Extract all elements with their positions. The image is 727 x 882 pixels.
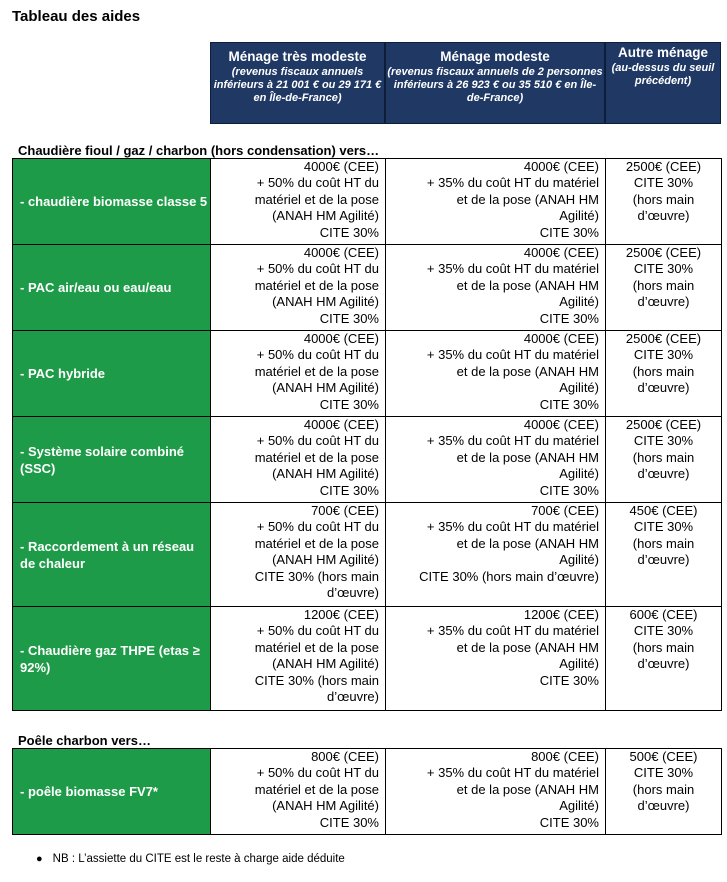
aid-cell-line: (hors main — [632, 363, 695, 379]
aid-cell-line: Agilité) — [559, 656, 599, 672]
aid-cell-line: CITE 30% — [633, 623, 694, 639]
aid-cell-col3 — [606, 245, 722, 331]
aid-cell-line: matériel et de la pose — [254, 363, 379, 379]
header-very-modest — [210, 42, 385, 124]
aid-cell-line: 2500€ (CEE) — [625, 331, 702, 346]
aid-cell-line: Agilité) — [559, 798, 599, 814]
aid-cell-line: (ANAH HM Agilité) — [272, 294, 379, 310]
aid-cell-line: 700€ (CEE) — [531, 503, 599, 518]
aid-cell-line: 2500€ (CEE) — [625, 159, 702, 174]
aid-cell-line: + 35% du coût HT du matériel — [426, 623, 599, 639]
aid-cell-line: + 50% du coût HT du — [256, 765, 379, 781]
aid-cell-line: 4000€ (CEE) — [523, 245, 599, 260]
aid-cell-line: CITE 30% — [319, 814, 379, 830]
table-row — [13, 159, 722, 245]
table-row — [13, 503, 722, 607]
aid-cell-line: d’œuvre) — [326, 585, 379, 601]
aid-cell-line: matériel et de la pose — [254, 781, 379, 797]
aid-cell-line: CITE 30% — [319, 224, 379, 240]
aid-cell-line: 800€ (CEE) — [531, 749, 599, 764]
aid-cell-col2 — [386, 159, 606, 245]
header-other — [605, 42, 721, 124]
aid-cell-line: CITE 30% — [539, 396, 599, 412]
aid-cell-line: 500€ (CEE) — [629, 749, 698, 764]
aid-cell-line: d’œuvre) — [637, 208, 690, 224]
aid-cell-line: (hors main — [632, 639, 695, 655]
table-row — [13, 749, 722, 835]
aid-cell-line: (hors main — [632, 277, 695, 293]
row-label: - Raccordement à un réseau de chaleur — [13, 503, 211, 607]
row-label: - PAC air/eau ou eau/eau — [13, 245, 211, 331]
aid-cell-line: d’œuvre) — [637, 380, 690, 396]
aid-cell-line: 4000€ (CEE) — [523, 159, 599, 174]
aid-cell-line: (ANAH HM Agilité) — [272, 552, 379, 568]
aid-cell-line: d’œuvre) — [637, 656, 690, 672]
aid-cell-line: + 50% du coût HT du — [256, 623, 379, 639]
aid-cell-col2 — [386, 503, 606, 607]
aid-cell-line: 800€ (CEE) — [311, 749, 379, 764]
aid-cell-line: d’œuvre) — [637, 466, 690, 482]
aid-cell-line: CITE 30% — [539, 814, 599, 830]
aid-cell-line: 4000€ (CEE) — [303, 245, 379, 260]
aid-cell-line: 4000€ (CEE) — [523, 417, 599, 432]
aid-cell-line: CITE 30% — [319, 310, 379, 326]
aid-cell-line: CITE 30% — [319, 396, 379, 412]
aid-cell-line: + 35% du coût HT du matériel — [426, 519, 599, 535]
aid-cell-line: + 50% du coût HT du — [256, 175, 379, 191]
aid-cell-line: matériel et de la pose — [254, 191, 379, 207]
aid-cell-line: et de la pose (ANAH HM — [456, 277, 599, 293]
header-modest — [385, 42, 605, 124]
aid-cell-line: (hors main — [632, 781, 695, 797]
row-label: - chaudière biomasse classe 5 — [13, 159, 211, 245]
aid-cell-line: d’œuvre) — [637, 294, 690, 310]
aid-cell-line: Agilité) — [559, 552, 599, 568]
aid-cell-line: d’œuvre) — [326, 689, 379, 705]
aid-cell-line: matériel et de la pose — [254, 639, 379, 655]
aid-cell-line: (ANAH HM Agilité) — [272, 798, 379, 814]
aid-cell-line: matériel et de la pose — [254, 449, 379, 465]
aid-cell-col1 — [211, 503, 386, 607]
aid-cell-line: CITE 30% (hors main — [254, 672, 379, 688]
aid-cell-line: (hors main — [632, 535, 695, 551]
table-row — [13, 607, 722, 711]
header-very-modest-subtitle: (revenus fiscaux annuels inférieurs à 21 001 € ou 29 171 € en Île-de-France) — [213, 66, 382, 104]
aid-cell-line: 2500€ (CEE) — [625, 417, 702, 432]
aid-cell-line: et de la pose (ANAH HM — [456, 191, 599, 207]
aid-cell-line: (ANAH HM Agilité) — [272, 208, 379, 224]
header-modest-title: Ménage modeste — [440, 49, 550, 64]
bullet-icon: ● — [36, 853, 43, 865]
aid-cell-col3 — [606, 749, 722, 835]
aid-cell-line: Agilité) — [559, 294, 599, 310]
aid-cell-line: + 50% du coût HT du — [256, 519, 379, 535]
aid-cell-col1 — [211, 159, 386, 245]
aid-cell-line: CITE 30% (hors main — [254, 568, 379, 584]
aid-cell-line: et de la pose (ANAH HM — [456, 363, 599, 379]
section-title-coal-stove: Poêle charbon vers… — [18, 733, 151, 748]
aid-cell-line: 4000€ (CEE) — [303, 331, 379, 346]
aid-cell-line: Agilité) — [559, 380, 599, 396]
aid-cell-col2 — [386, 749, 606, 835]
header-other-title: Autre ménage — [617, 45, 709, 60]
aid-cell-line: et de la pose (ANAH HM — [456, 449, 599, 465]
aid-cell-col3 — [606, 417, 722, 503]
aid-cell-line: CITE 30% — [319, 482, 379, 498]
aid-cell-line: CITE 30% — [633, 433, 694, 449]
aid-cell-line: CITE 30% — [633, 347, 694, 363]
aid-cell-line: (ANAH HM Agilité) — [272, 380, 379, 396]
aid-cell-line: 1200€ (CEE) — [303, 607, 379, 622]
aid-cell-line: CITE 30% — [539, 482, 599, 498]
row-label: - PAC hybride — [13, 331, 211, 417]
aid-cell-col1 — [211, 245, 386, 331]
header-very-modest-title: Ménage très modeste — [228, 49, 367, 64]
aid-cell-col1 — [211, 607, 386, 711]
aid-cell-line: CITE 30% — [633, 519, 694, 535]
aid-table-boiler — [12, 158, 722, 711]
aid-cell-line: 4000€ (CEE) — [303, 159, 379, 174]
aid-cell-col3 — [606, 503, 722, 607]
aid-cell-line: 2500€ (CEE) — [625, 245, 702, 260]
aid-cell-line: + 35% du coût HT du matériel — [426, 347, 599, 363]
aid-cell-line: d’œuvre) — [637, 798, 690, 814]
aid-cell-line: matériel et de la pose — [254, 535, 379, 551]
row-label: - poêle biomasse FV7* — [13, 749, 211, 835]
table-row — [13, 417, 722, 503]
aid-cell-line: + 50% du coût HT du — [256, 347, 379, 363]
aid-cell-line: 600€ (CEE) — [629, 607, 698, 622]
header-modest-subtitle: (revenus fiscaux annuels de 2 personnes inférieurs à 26 923 € ou 35 510 € en Île-de-France) — [387, 66, 603, 104]
aid-cell-line: CITE 30% (hors main d’œuvre) — [419, 568, 599, 584]
aid-cell-line: + 35% du coût HT du matériel — [426, 433, 599, 449]
aid-cell-line: (ANAH HM Agilité) — [272, 656, 379, 672]
aid-cell-line: + 50% du coût HT du — [256, 261, 379, 277]
aid-cell-line: (ANAH HM Agilité) — [272, 466, 379, 482]
aid-cell-line: Agilité) — [559, 466, 599, 482]
aid-cell-col2 — [386, 607, 606, 711]
aid-cell-line: CITE 30% — [633, 261, 694, 277]
aid-cell-line: d’œuvre) — [637, 552, 690, 568]
aid-cell-line: CITE 30% — [539, 224, 599, 240]
aid-cell-line: 700€ (CEE) — [311, 503, 379, 518]
footnote — [36, 853, 345, 865]
aid-cell-line: (hors main — [632, 191, 695, 207]
aid-cell-line: + 35% du coût HT du matériel — [426, 261, 599, 277]
aid-cell-line: CITE 30% — [539, 672, 599, 688]
aid-cell-col1 — [211, 331, 386, 417]
aid-cell-line: et de la pose (ANAH HM — [456, 535, 599, 551]
aid-table-coal-stove — [12, 748, 722, 835]
aid-cell-line: Agilité) — [559, 208, 599, 224]
row-label: - Chaudière gaz THPE (etas ≥ 92%) — [13, 607, 211, 711]
aid-cell-col1 — [211, 417, 386, 503]
aid-cell-line: 450€ (CEE) — [629, 503, 698, 518]
aid-cell-line: CITE 30% — [633, 765, 694, 781]
aid-cell-line: + 50% du coût HT du — [256, 433, 379, 449]
section-title-boiler: Chaudière fioul / gaz / charbon (hors condensation) vers… — [18, 143, 380, 158]
aid-cell-col2 — [386, 417, 606, 503]
row-label: - Système solaire combiné (SSC) — [13, 417, 211, 503]
aid-cell-line: + 35% du coût HT du matériel — [426, 175, 599, 191]
aid-cell-line: 4000€ (CEE) — [523, 331, 599, 346]
table-row — [13, 245, 722, 331]
aid-cell-line: 4000€ (CEE) — [303, 417, 379, 432]
aid-cell-col2 — [386, 245, 606, 331]
aid-cell-line: CITE 30% — [539, 310, 599, 326]
footnote-text: NB : L’assiette du CITE est le reste à charge aide déduite — [52, 853, 345, 865]
aid-cell-col3 — [606, 159, 722, 245]
aid-cell-line: et de la pose (ANAH HM — [456, 639, 599, 655]
aid-cell-line: CITE 30% — [633, 175, 694, 191]
page-title: Tableau des aides — [12, 8, 141, 25]
aid-cell-line: et de la pose (ANAH HM — [456, 781, 599, 797]
aid-cell-line: (hors main — [632, 449, 695, 465]
header-other-subtitle: (au-dessus du seuil précédent) — [611, 62, 715, 87]
aid-cell-line: 1200€ (CEE) — [523, 607, 599, 622]
aid-cell-line: matériel et de la pose — [254, 277, 379, 293]
table-row — [13, 331, 722, 417]
aid-cell-line: + 35% du coût HT du matériel — [426, 765, 599, 781]
aid-cell-col3 — [606, 607, 722, 711]
aid-cell-col2 — [386, 331, 606, 417]
aid-cell-col3 — [606, 331, 722, 417]
aid-cell-col1 — [211, 749, 386, 835]
